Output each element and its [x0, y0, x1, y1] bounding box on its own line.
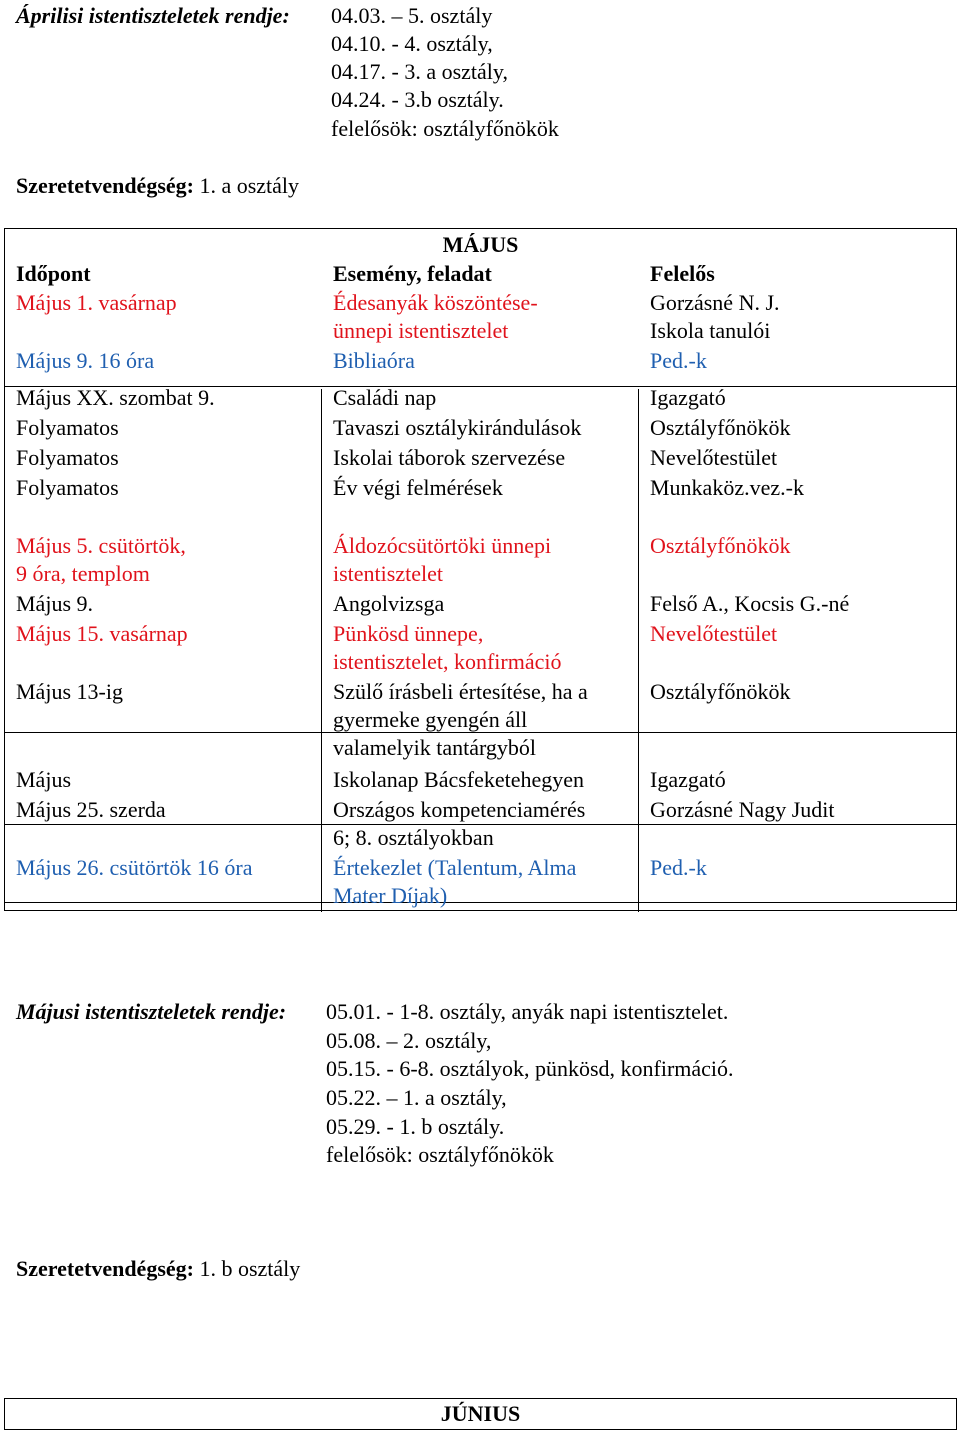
table-cell-time: Május 25. szerda: [16, 797, 166, 822]
table-cell-event: Iskolai táborok szervezése: [333, 445, 566, 470]
april-line: 04.24. - 3.b osztály.: [331, 87, 504, 112]
table-cell-owner: Felső A., Kocsis G.-né: [650, 591, 850, 616]
table-cell-event: 6; 8. osztályokban: [333, 825, 494, 850]
love-meal-value: 1. a osztály: [199, 173, 300, 198]
header-event: Esemény, feladat: [333, 261, 492, 286]
header-time: Időpont: [16, 261, 91, 286]
table-cell-time: Május 15. vasárnap: [16, 621, 188, 646]
table-cell-event: Édesanyák köszöntése-: [333, 290, 538, 315]
table-cell-time: Folyamatos: [16, 415, 119, 440]
love-meal-value: 1. b osztály: [199, 1256, 301, 1281]
may-line: 05.29. - 1. b osztály.: [326, 1114, 505, 1139]
april-line: 04.03. – 5. osztály: [331, 3, 493, 28]
table-cell-owner: Iskola tanulói: [650, 318, 771, 343]
table-cell-event: Év végi felmérések: [333, 475, 503, 500]
april-services-label: Áprilisi istentiszteletek rendje:: [16, 3, 290, 28]
table-cell-owner: Ped.-k: [650, 855, 707, 880]
table-cell-time: Május 1. vasárnap: [16, 290, 177, 315]
table-cell-owner: Gorzásné Nagy Judit: [650, 797, 835, 822]
row-divider: [5, 902, 956, 903]
april-line: 04.17. - 3. a osztály,: [331, 59, 508, 84]
table-cell-event: valamelyik tantárgyból: [333, 735, 537, 760]
love-meal-1: [16, 172, 299, 200]
table-cell-owner: Igazgató: [650, 385, 726, 410]
table-cell-event: Mater Díjak): [333, 883, 448, 908]
table-cell-event: Angolvizsga: [333, 591, 445, 616]
table-cell-time: Május XX. szombat 9.: [16, 385, 215, 410]
table-cell-time: Május 26. csütörtök 16 óra: [16, 855, 253, 880]
may-line: 05.15. - 6-8. osztályok, pünkösd, konfirmáció.: [326, 1056, 734, 1081]
june-heading: JÚNIUS: [4, 1398, 957, 1430]
table-cell-event: Iskolanap Bácsfeketehegyen: [333, 767, 585, 792]
table-cell-time: Folyamatos: [16, 475, 119, 500]
table-cell-owner: Ped.-k: [650, 348, 707, 373]
table-cell-owner: Gorzásné N. J.: [650, 290, 780, 315]
table-cell-event: Áldozócsütörtöki ünnepi: [333, 533, 552, 558]
table-cell-owner: Osztályfőnökök: [650, 415, 791, 440]
table-cell-event: Értekezlet (Talentum, Alma: [333, 855, 577, 880]
table-cell-event: Országos kompetenciamérés: [333, 797, 586, 822]
table-cell-owner: Nevelőtestület: [650, 445, 778, 470]
table-cell-event: Családi nap: [333, 385, 437, 410]
love-meal-label: Szeretetvendégség:: [16, 1256, 194, 1281]
table-cell-time: Május 9. 16 óra: [16, 348, 155, 373]
may-schedule-table: [4, 228, 957, 911]
love-meal-label: Szeretetvendégség:: [16, 173, 194, 198]
table-cell-time: Május 5. csütörtök,: [16, 533, 186, 558]
love-meal-2: [16, 1255, 300, 1283]
table-cell-time: Május 9.: [16, 591, 93, 616]
header-owner: Felelős: [650, 261, 715, 286]
may-line: 05.01. - 1-8. osztály, anyák napi istentisztelet.: [326, 999, 729, 1024]
table-month-title: MÁJUS: [442, 232, 519, 257]
table-cell-time: Május: [16, 767, 71, 792]
table-cell-owner: Osztályfőnökök: [650, 533, 791, 558]
table-cell-time: Május 13-ig: [16, 679, 123, 704]
table-cell-event: Pünkösd ünnepe,: [333, 621, 484, 646]
table-cell-time: Folyamatos: [16, 445, 119, 470]
may-line: 05.22. – 1. a osztály,: [326, 1085, 507, 1110]
table-cell-owner: Igazgató: [650, 767, 726, 792]
table-cell-event: Bibliaóra: [333, 348, 415, 373]
april-line: 04.10. - 4. osztály,: [331, 31, 493, 56]
may-line: felelősök: osztályfőnökök: [326, 1142, 554, 1167]
table-cell-event: istentisztelet: [333, 561, 443, 586]
table-cell-time: 9 óra, templom: [16, 561, 150, 586]
april-line: felelősök: osztályfőnökök: [331, 116, 559, 141]
table-cell-event: Tavaszi osztálykirándulások: [333, 415, 582, 440]
table-cell-event: ünnepi istentisztelet: [333, 318, 509, 343]
column-divider: [638, 389, 639, 912]
table-cell-event: istentisztelet, konfirmáció: [333, 649, 562, 674]
table-cell-event: Szülő írásbeli értesítése, ha a: [333, 679, 588, 704]
table-cell-owner: Nevelőtestület: [650, 621, 778, 646]
may-services-label: Májusi istentiszteletek rendje:: [16, 999, 287, 1024]
may-line: 05.08. – 2. osztály,: [326, 1028, 492, 1053]
column-divider: [321, 389, 322, 912]
table-cell-event: gyermeke gyengén áll: [333, 707, 528, 732]
table-cell-owner: Munkaköz.vez.-k: [650, 475, 804, 500]
table-cell-owner: Osztályfőnökök: [650, 679, 791, 704]
